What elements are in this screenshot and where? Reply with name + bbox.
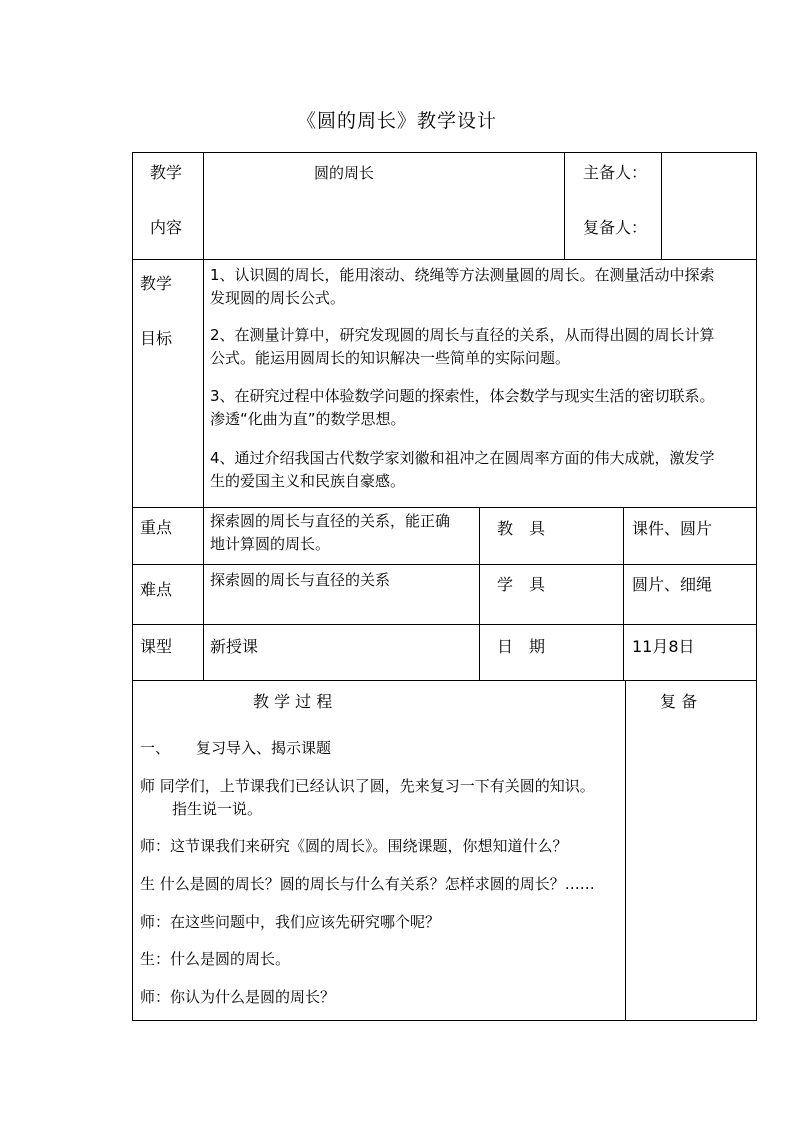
key-point-text-line2: 地计算圆的周长。	[210, 535, 331, 553]
side-header: 复 备	[660, 692, 698, 711]
dialogue-line: 师：你认为什么是圆的周长？	[140, 988, 336, 1006]
dialogue-line: 生：什么是圆的周长。	[140, 950, 291, 968]
row-divider	[132, 564, 757, 565]
difficulty-label: 难点	[140, 580, 173, 599]
lesson-type-label: 课型	[140, 637, 173, 656]
section-title: 复习导入、揭示课题	[196, 739, 332, 757]
row-divider	[132, 680, 757, 681]
date-label: 日 期	[497, 637, 546, 656]
difficulty-text: 探索圆的周长与直径的关系	[210, 571, 391, 589]
content-label-line1: 教学	[150, 163, 183, 182]
col-divider	[203, 152, 204, 259]
table-border-bottom	[132, 1020, 757, 1021]
document-title: 《圆的周长》教学设计	[296, 110, 497, 132]
objective-line: 3、在研究过程中体验数学问题的探索性，体会数学与现实生活的密切联系。	[210, 387, 715, 405]
objective-line: 渗透“化曲为直”的数学思想。	[210, 410, 406, 428]
process-header: 教 学 过 程	[253, 692, 333, 711]
objective-line: 生的爱国主义和民族自豪感。	[210, 472, 406, 490]
objective-line: 公式。能运用圆周长的知识解决一些简单的实际问题。	[210, 349, 571, 367]
table-border-right	[756, 152, 757, 1021]
row-divider	[132, 152, 757, 153]
section-number: 一、	[140, 739, 171, 757]
col-divider	[203, 259, 204, 507]
student-tool-value: 圆片、细绳	[632, 575, 713, 594]
objectives-label-line2: 目标	[140, 329, 173, 348]
lesson-type-value: 新授课	[210, 637, 259, 656]
content-label-line2: 内容	[150, 218, 183, 237]
date-value: 11月8日	[632, 637, 695, 656]
col-divider	[623, 507, 624, 680]
student-tool-label: 学 具	[497, 575, 546, 594]
dialogue-line: 指生说一说。	[172, 800, 263, 818]
teaching-tool-value: 课件、圆片	[632, 519, 713, 538]
key-point-text-line1: 探索圆的周长与直径的关系，能正确	[210, 512, 451, 530]
dialogue-line: 师 同学们，上节课我们已经认识了圆，先来复习一下有关圆的知识。	[140, 777, 595, 795]
row-divider	[132, 259, 757, 260]
col-divider	[625, 680, 626, 1020]
row-divider	[132, 507, 757, 508]
dialogue-line: 师：在这些问题中，我们应该先研究哪个呢？	[140, 913, 441, 931]
objective-line: 4、通过介绍我国古代数学家刘徽和祖冲之在圆周率方面的伟大成就，激发学	[210, 449, 715, 467]
col-divider	[203, 507, 204, 680]
content-value: 圆的周长	[314, 164, 375, 182]
teaching-tool-label: 教 具	[497, 519, 546, 538]
co-preparer-label: 复备人：	[583, 218, 648, 237]
objective-line: 1、认识圆的周长，能用滚动、绕绳等方法测量圆的周长。在测量活动中探索	[210, 266, 715, 284]
dialogue-line: 师：这节课我们来研究《圆的周长》。围绕课题，你想知道什么？	[140, 837, 568, 855]
col-divider	[479, 507, 480, 680]
objective-line: 发现圆的周长公式。	[210, 289, 346, 307]
key-point-label: 重点	[140, 518, 173, 537]
dialogue-line: 生 什么是圆的周长？圆的周长与什么有关系？怎样求圆的周长？……	[140, 875, 595, 893]
col-divider	[661, 152, 662, 259]
objectives-label-line1: 教学	[140, 274, 173, 293]
row-divider	[132, 624, 757, 625]
objective-line: 2、在测量计算中，研究发现圆的周长与直径的关系，从而得出圆的周长计算	[210, 326, 715, 344]
col-divider	[564, 152, 565, 259]
table-border-left	[132, 152, 133, 1021]
main-preparer-label: 主备人：	[583, 163, 648, 182]
